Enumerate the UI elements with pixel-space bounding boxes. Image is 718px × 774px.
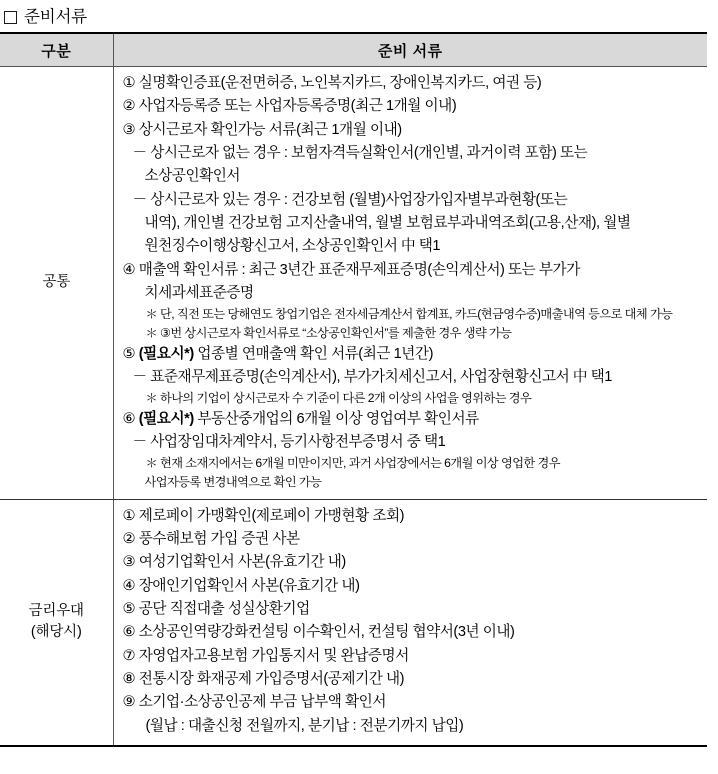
document-line: (월납 : 대출신청 전월까지, 분기납 : 전분기까지 납입) <box>145 717 464 734</box>
category-label: 금리우대 <box>28 603 84 620</box>
category-label: 공통 <box>42 274 71 291</box>
document-line: ① 제로페이 가맹확인(제로페이 가맹현황 조회) <box>122 507 405 524</box>
document-line: ④ 매출액 확인서류 : 최근 3년간 표준재무제표증명(손익계산서) 또는 부가가 <box>122 261 580 278</box>
category-sublabel: (해당시) <box>30 624 82 641</box>
table-body <box>0 67 707 746</box>
document-line: ⑦ 자영업자고용보험 가입통지서 및 완납증명서 <box>122 647 409 664</box>
document-line: ② 풍수해보험 가입 증권 사본 <box>122 530 300 547</box>
document-line: ＊ 현재 소재지에서는 6개월 미만이지만, 과거 사업장에서는 6개월 이상 영업한 경우 <box>145 456 560 471</box>
document-line: 소상공인확인서 <box>144 168 241 185</box>
emphasis-text: (필요시*) <box>138 345 198 362</box>
document-line: ⑥ (필요시*) 부동산중개업의 6개월 이상 영업여부 확인서류 <box>122 410 479 427</box>
required-documents-table <box>0 32 707 747</box>
document-line: ＊ 단, 직전 또는 당해연도 창업기업은 전자세금계산서 합계표, 카드(현금영수증)매출내역 등으로 대체 가능 <box>145 307 673 322</box>
document-line: ③ 여성기업확인서 사본(유효기간 내) <box>122 554 346 571</box>
document-line: － 표준재무제표증명(손익계산서), 부가가치세신고서, 사업장현황신고서 中 택1 <box>132 368 612 385</box>
document-line: － 상시근로자 없는 경우 : 보험자격득실확인서(개인별, 과거이력 포함) 또는 <box>132 145 588 162</box>
document-line: － 상시근로자 있는 경우 : 건강보험 (월별)사업장가입자별부과현황(또는 <box>132 191 568 208</box>
table-head <box>0 33 707 67</box>
page-title-text: 준비서류 <box>24 7 87 26</box>
column-header-category: 구분 <box>0 33 113 67</box>
document-line: ⑥ 소상공인역량강화컨설팅 이수확인서, 컨설팅 협약서(3년 이내) <box>122 624 515 641</box>
document-line: 내역), 개인별 건강보험 고지산출내역, 월별 보험료부과내역조회(고용,산재), 월별 <box>144 215 631 232</box>
document-line: － 사업장임대차계약서, 등기사항전부증명서 중 택1 <box>132 434 446 451</box>
document-line: ＊ ③번 상시근로자 확인서류로 “소상공인확인서”를 제출한 경우 생략 가능 <box>145 325 512 340</box>
document-line: ⑧ 전통시장 화재공제 가입증명서(공제기간 내) <box>122 670 405 687</box>
emphasis-text: (필요시*) <box>138 410 198 427</box>
page-title <box>0 0 718 30</box>
category-cell <box>0 67 113 500</box>
checkbox-empty-icon <box>4 11 17 24</box>
document-line: 원천징수이행상황신고서, 소상공인확인서 中 택1 <box>144 238 441 255</box>
document-line: ③ 상시근로자 확인가능 서류(최근 1개월 이내) <box>122 121 402 138</box>
document-line: ⑤ (필요시*) 업종별 연매출액 확인 서류(최근 1년간) <box>122 345 433 362</box>
document-line: ⑨ 소기업·소상공인공제 부금 납부액 확인서 <box>122 694 386 711</box>
document-line: 사업자등록 변경내역으로 확인 가능 <box>144 475 322 489</box>
documents-cell <box>113 67 707 500</box>
document-line: ＊ 하나의 기업이 상시근로자 수 기준이 다른 2개 이상의 사업을 영위하는 경우 <box>145 391 532 406</box>
document-line: 치세과세표준증명 <box>144 285 254 302</box>
column-header-documents: 준비 서류 <box>113 33 707 67</box>
document-line: ④ 장애인기업확인서 사본(유효기간 내) <box>122 577 360 594</box>
document-line: ② 사업자등록증 또는 사업자등록증명(최근 1개월 이내) <box>122 98 457 115</box>
table-row <box>0 67 707 500</box>
table-row <box>0 499 707 746</box>
document-line: ① 실명확인증표(운전면허증, 노인복지카드, 장애인복지카드, 여권 등) <box>122 75 542 91</box>
documents-cell <box>113 499 707 746</box>
category-cell <box>0 499 113 746</box>
document-line: ⑤ 공단 직접대출 성실상환기업 <box>122 600 310 617</box>
table-header-row <box>0 33 707 67</box>
